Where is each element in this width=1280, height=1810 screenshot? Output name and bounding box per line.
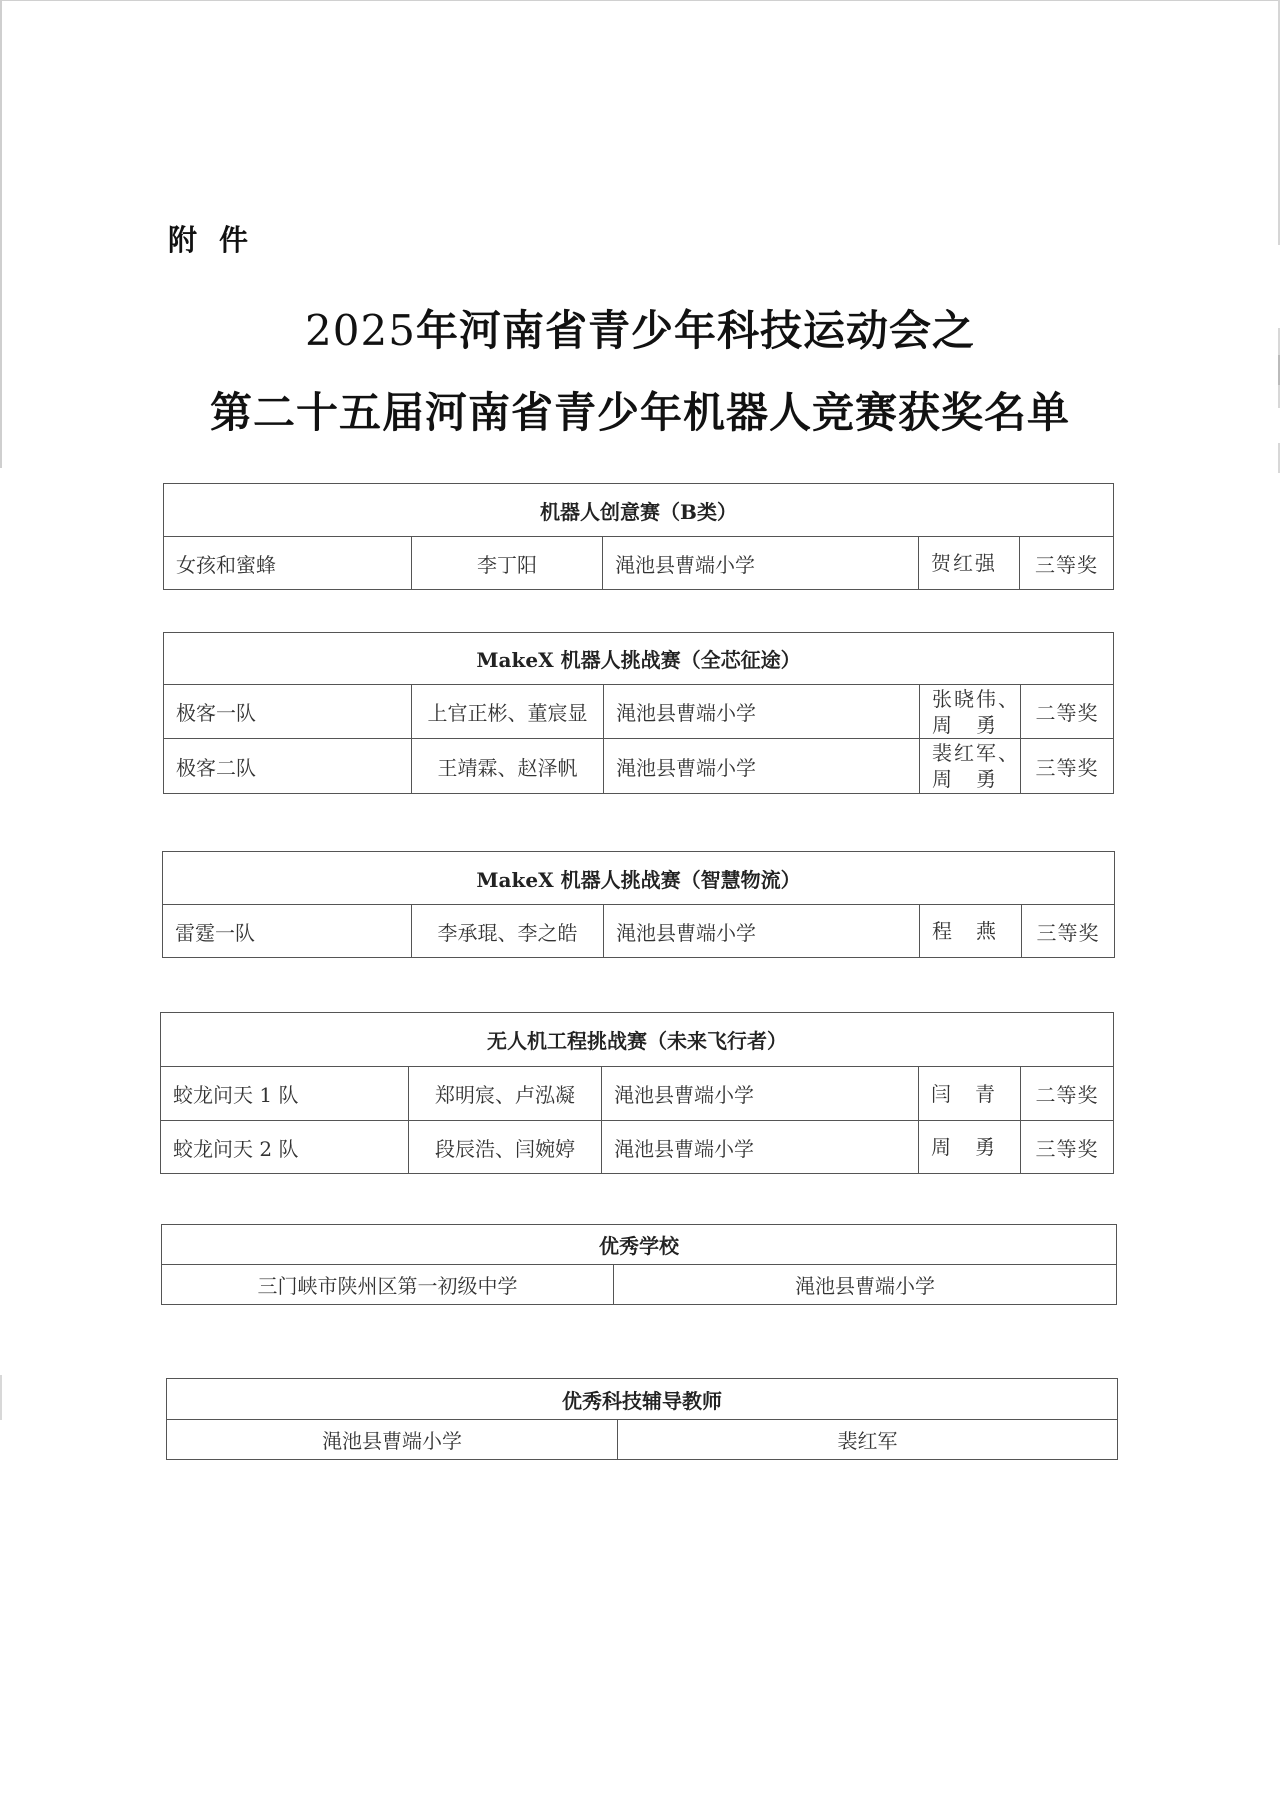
school-name: 渑池县曹端小学 (604, 739, 920, 794)
award-table-robot-creativity (163, 483, 1114, 590)
teacher-name: 程 燕 (920, 905, 1022, 958)
page-edge (0, 1375, 2, 1420)
award-level: 二等奖 (1021, 685, 1114, 739)
team-name: 蛟龙问天 2 队 (161, 1121, 409, 1174)
section-heading: 机器人创意赛（B类） (164, 484, 1114, 537)
teacher-name: 裴红军 (618, 1420, 1118, 1460)
team-members: 李承琨、李之皓 (412, 905, 604, 958)
document-title-line-1 (0, 298, 1280, 358)
teacher-name: 贺红强 (919, 537, 1020, 590)
section-heading: 无人机工程挑战赛（未来飞行者） (161, 1013, 1114, 1067)
team-name: 雷霆一队 (163, 905, 412, 958)
school-name: 渑池县曹端小学 (604, 685, 920, 739)
teacher-name: 张晓伟、周 勇 (920, 685, 1021, 739)
team-name: 女孩和蜜蜂 (164, 537, 412, 590)
team-members: 李丁阳 (412, 537, 603, 590)
award-level: 二等奖 (1021, 1067, 1114, 1121)
team-members: 王靖霖、赵泽帆 (412, 739, 604, 794)
award-table-makex-quanxin (163, 632, 1114, 794)
award-level: 三等奖 (1021, 739, 1114, 794)
team-members: 郑明宸、卢泓凝 (409, 1067, 602, 1121)
attachment-label: 附件 (168, 223, 271, 257)
school-name: 渑池县曹端小学 (603, 537, 919, 590)
team-name: 极客一队 (164, 685, 412, 739)
table-row (162, 1265, 1117, 1305)
table-row (161, 1121, 1114, 1174)
table-row (167, 1420, 1118, 1460)
section-heading: 优秀学校 (162, 1225, 1117, 1265)
document-title-line-2: 第二十五届河南省青少年机器人竞赛获奖名单 (209, 388, 1070, 437)
table-row (161, 1067, 1114, 1121)
school-name: 三门峡市陕州区第一初级中学 (162, 1265, 614, 1305)
award-level: 三等奖 (1022, 905, 1115, 958)
section-heading: MakeX 机器人挑战赛（全芯征途） (164, 633, 1114, 685)
team-members: 上官正彬、董宸显 (412, 685, 604, 739)
school-name: 渑池县曹端小学 (602, 1121, 919, 1174)
section-heading: MakeX 机器人挑战赛（智慧物流） (163, 852, 1115, 905)
title-line-1-text: 年河南省青少年科技运动会之 (415, 306, 975, 355)
school-name: 渑池县曹端小学 (602, 1067, 919, 1121)
teacher-name: 周 勇 (919, 1121, 1021, 1174)
table-row (164, 537, 1114, 590)
table-row (164, 685, 1114, 739)
team-name: 蛟龙问天 1 队 (161, 1067, 409, 1121)
award-level: 三等奖 (1021, 1121, 1114, 1174)
title-year: 2025 (305, 306, 416, 355)
table-row (163, 905, 1115, 958)
team-name: 极客二队 (164, 739, 412, 794)
table-row (164, 739, 1114, 794)
award-level: 三等奖 (1020, 537, 1114, 590)
page-edge (0, 0, 1280, 1)
teacher-name: 闫 青 (919, 1067, 1021, 1121)
award-table-makex-logistics (162, 851, 1115, 958)
award-table-drone-engineering (160, 1012, 1114, 1174)
school-name: 渑池县曹端小学 (604, 905, 920, 958)
section-heading: 优秀科技辅导教师 (167, 1379, 1118, 1420)
teacher-name: 裴红军、周 勇 (920, 739, 1021, 794)
excellent-teachers-table (166, 1378, 1118, 1460)
school-name: 渑池县曹端小学 (614, 1265, 1117, 1305)
excellent-schools-table (161, 1224, 1117, 1305)
school-name: 渑池县曹端小学 (167, 1420, 618, 1460)
team-members: 段辰浩、闫婉婷 (409, 1121, 602, 1174)
